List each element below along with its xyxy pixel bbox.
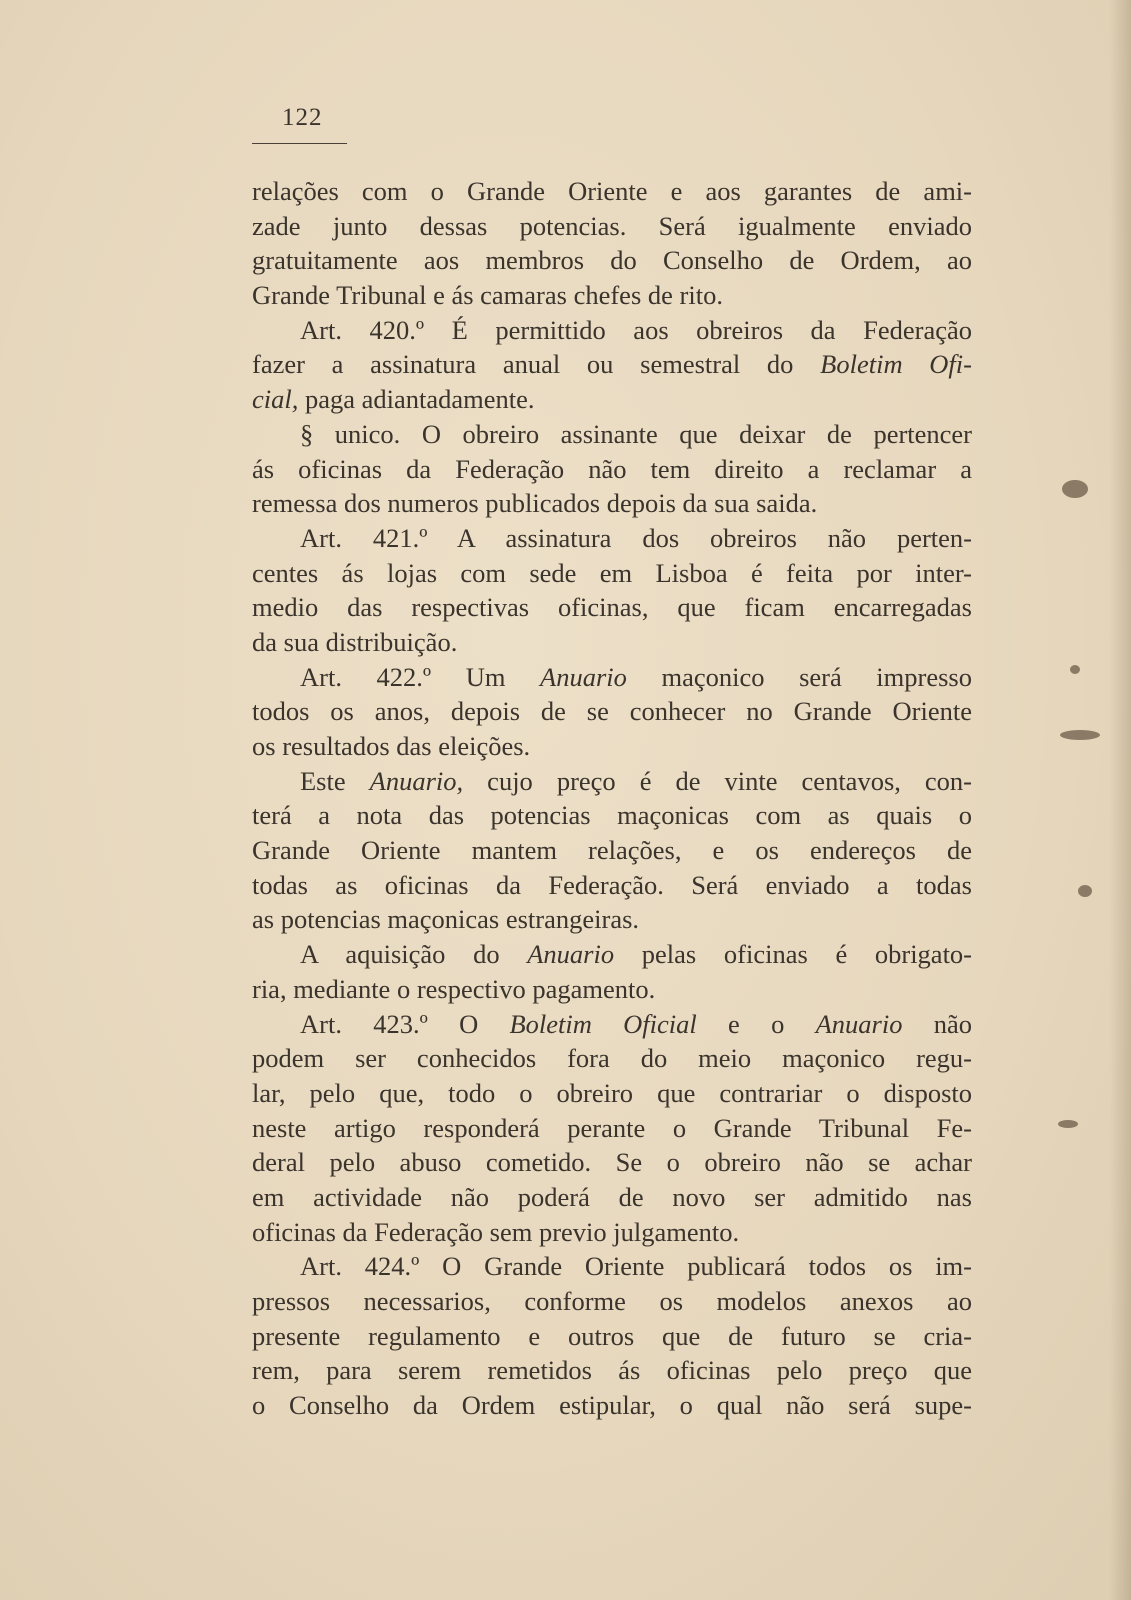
text-line xyxy=(252,1284,972,1319)
text-segment: neste artigo responderá perante o Grande Tribunal Fe- xyxy=(252,1112,972,1143)
text-line xyxy=(252,868,972,903)
text-line xyxy=(252,417,972,452)
text-segment: as potencias maçonicas estrangeiras. xyxy=(252,904,640,935)
italic-text: Boletim Ofi- xyxy=(820,349,972,380)
text-segment: todos os anos, depois de se conhecer no Grande Oriente xyxy=(252,696,972,727)
text-line xyxy=(252,521,972,556)
page-number: 122 xyxy=(282,104,323,131)
text-line xyxy=(252,1076,972,1111)
text-line xyxy=(252,174,972,209)
text-line xyxy=(252,209,972,244)
text-line xyxy=(252,833,972,868)
text-line xyxy=(252,1319,972,1354)
text-line xyxy=(252,660,972,695)
body-text xyxy=(252,174,972,1423)
ink-blot xyxy=(1070,665,1080,674)
text-segment: deral pelo abuso cometido. Se o obreiro não se achar xyxy=(252,1147,972,1178)
text-segment: maçonico será impresso xyxy=(626,661,972,692)
text-segment: terá a nota das potencias maçonicas com as quais o xyxy=(252,800,972,831)
text-segment: rem, para serem remetidos ás oficinas pelo preço que xyxy=(252,1355,972,1386)
text-segment: zade junto dessas potencias. Será igualmente enviado xyxy=(252,210,972,241)
text-segment: cujo preço é de vinte centavos, con- xyxy=(463,765,972,796)
text-line xyxy=(252,902,972,937)
text-segment: não xyxy=(902,1008,972,1039)
text-segment: centes ás lojas com sede em Lisboa é feita por inter- xyxy=(252,557,972,588)
italic-text: Boletim Oficial xyxy=(509,1008,697,1039)
text-line xyxy=(252,798,972,833)
text-segment: oficinas da Federação sem previo julgamento. xyxy=(252,1216,740,1247)
italic-text: Anuario, xyxy=(369,765,464,796)
ink-blot xyxy=(1058,1120,1078,1128)
text-segment: e o xyxy=(696,1008,816,1039)
text-line xyxy=(252,937,972,972)
text-line xyxy=(252,694,972,729)
text-segment: Art. 421.º A assinatura dos obreiros não perten- xyxy=(300,522,972,553)
header-rule xyxy=(252,143,347,144)
text-segment: Art. 420.º É permittido aos obreiros da Federação xyxy=(300,314,972,345)
italic-text: cial, xyxy=(252,384,299,415)
text-line xyxy=(252,1353,972,1388)
text-segment: Art. 423.º O xyxy=(300,1008,510,1039)
text-line xyxy=(252,486,972,521)
text-segment: fazer a assinatura anual ou semestral do xyxy=(252,349,821,380)
text-line xyxy=(252,972,972,1007)
italic-text: Anuario xyxy=(540,661,627,692)
text-line xyxy=(252,625,972,660)
text-segment: podem ser conhecidos fora do meio maçonico regu- xyxy=(252,1043,972,1074)
text-segment: Art. 422.º Um xyxy=(300,661,541,692)
text-line xyxy=(252,729,972,764)
text-segment: em actividade não poderá de novo ser admitido nas xyxy=(252,1181,972,1212)
text-segment: da sua distribuição. xyxy=(252,626,458,657)
text-segment: Grande Tribunal e ás camaras chefes de rito. xyxy=(252,280,723,311)
text-line xyxy=(252,243,972,278)
text-segment: relações com o Grande Oriente e aos garantes de ami- xyxy=(252,176,972,206)
text-segment: o Conselho da Ordem estipular, o qual não será supe- xyxy=(252,1390,972,1421)
text-segment: ria, mediante o respectivo pagamento. xyxy=(252,973,656,1004)
text-line xyxy=(252,452,972,487)
text-segment: remessa dos numeros publicados depois da sua saida. xyxy=(252,488,818,519)
ink-blot xyxy=(1078,885,1092,897)
text-segment: lar, pelo que, todo o obreiro que contrariar o disposto xyxy=(252,1077,972,1108)
text-line xyxy=(252,556,972,591)
text-line xyxy=(252,1041,972,1076)
text-line xyxy=(252,1180,972,1215)
text-line xyxy=(252,278,972,313)
text-line xyxy=(252,1215,972,1250)
text-segment: Este xyxy=(300,765,370,796)
text-line xyxy=(252,764,972,799)
italic-text: Anuario xyxy=(527,939,615,970)
ink-blot xyxy=(1060,730,1100,740)
text-line xyxy=(252,313,972,348)
text-line xyxy=(252,1388,972,1423)
text-segment: os resultados das eleições. xyxy=(252,731,531,761)
text-line xyxy=(252,382,972,417)
text-line xyxy=(252,1249,972,1284)
ink-blot xyxy=(1062,480,1088,498)
text-line xyxy=(252,1111,972,1146)
text-segment: A aquisição do xyxy=(300,939,528,970)
text-segment: gratuitamente aos membros do Conselho de Ordem, ao xyxy=(252,245,972,276)
text-segment: Grande Oriente mantem relações, e os endereços de xyxy=(252,835,972,866)
page-edge-shadow xyxy=(1109,0,1131,1600)
text-line xyxy=(252,1145,972,1180)
text-line xyxy=(252,1007,972,1042)
text-segment: pressos necessarios, conforme os modelos anexos ao xyxy=(252,1286,972,1316)
text-segment: § unico. O obreiro assinante que deixar de pertencer xyxy=(300,418,972,449)
text-segment: ás oficinas da Federação não tem direito a reclamar a xyxy=(252,453,972,484)
text-segment: paga adiantadamente. xyxy=(298,384,535,415)
text-segment: Art. 424.º O Grande Oriente publicará todos os im- xyxy=(300,1251,972,1282)
text-line xyxy=(252,590,972,625)
text-segment: medio das respectivas oficinas, que ficam encarregadas xyxy=(252,592,972,623)
text-segment: presente regulamento e outros que de futuro se cria- xyxy=(252,1320,972,1351)
italic-text: Anuario xyxy=(815,1008,903,1039)
text-line xyxy=(252,347,972,382)
text-segment: pelas oficinas é obrigato- xyxy=(614,939,973,970)
text-segment: todas as oficinas da Federação. Será enviado a todas xyxy=(252,869,972,900)
